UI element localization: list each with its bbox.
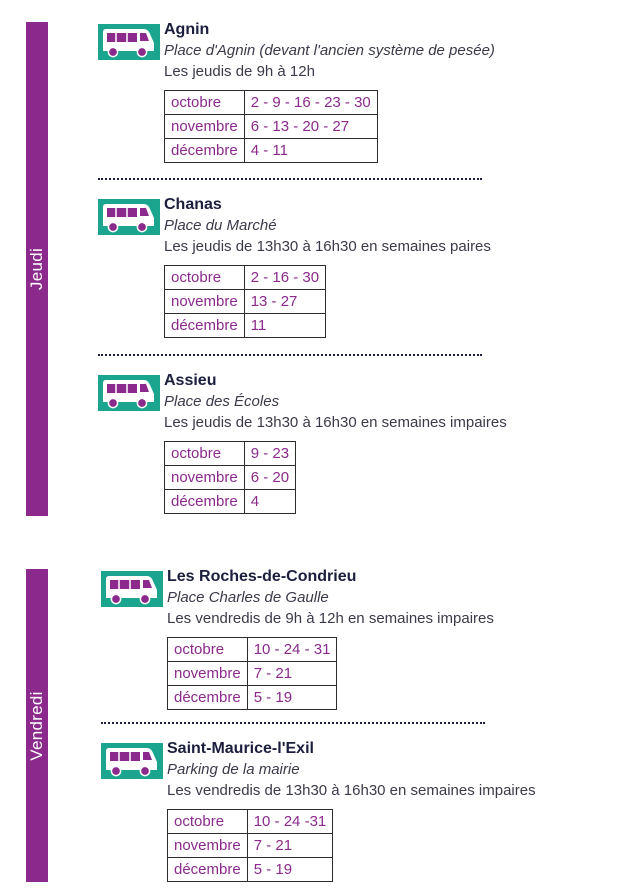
dates-cell: 10 - 24 - 31 [247,638,337,662]
month-cell: novembre [165,115,245,139]
month-cell: novembre [168,834,248,858]
month-cell: octobre [165,442,245,466]
day-label: Jeudi [27,247,46,291]
schedule-table [164,441,296,514]
dates-cell: 2 - 16 - 30 [244,266,325,290]
dates-cell: 10 - 24 -31 [247,810,333,834]
separator [101,722,485,724]
dates-cell: 6 - 20 [244,466,295,490]
month-cell: décembre [168,858,248,882]
table-row [168,834,333,858]
dates-cell: 4 - 11 [244,139,377,163]
table-row [165,490,296,514]
month-cell: décembre [165,139,245,163]
stop-place: Place Charles de Gaulle [167,589,329,606]
table-row [165,466,296,490]
table-row [168,662,337,686]
month-cell: décembre [168,686,248,710]
month-cell: octobre [165,91,245,115]
separator [98,178,482,180]
bus-van-icon [98,24,160,60]
separator [98,354,482,356]
schedule-table [167,809,333,882]
day-band-jeudi [26,22,48,516]
table-row [168,858,333,882]
month-cell: octobre [168,638,248,662]
bus-van-icon [98,375,160,411]
table-row [165,442,296,466]
dates-cell: 11 [244,314,325,338]
stop-name: Agnin [164,21,210,38]
stop-name: Assieu [164,372,217,389]
month-cell: décembre [165,490,245,514]
month-cell: octobre [165,266,245,290]
dates-cell: 7 - 21 [247,834,333,858]
table-row [168,686,337,710]
month-cell: novembre [165,466,245,490]
bus-van-icon [101,743,163,779]
stop-name: Saint-Maurice-l'Exil [167,740,314,757]
bus-van-icon [98,199,160,235]
stop-hours: Les vendredis de 13h30 à 16h30 en semaines impaires [167,782,536,799]
stop-hours: Les jeudis de 13h30 à 16h30 en semaines paires [164,238,491,255]
schedule-table [167,637,337,710]
dates-cell: 7 - 21 [247,662,337,686]
stop-place: Place des Écoles [164,393,280,410]
dates-cell: 5 - 19 [247,858,333,882]
day-label: Vendredi [27,690,46,761]
stop-name: Chanas [164,196,222,213]
stop-hours: Les vendredis de 9h à 12h en semaines impaires [167,610,494,627]
dates-cell: 5 - 19 [247,686,337,710]
stop-place: Place d'Agnin (devant l'ancien système de pesée) [164,42,495,59]
dates-cell: 2 - 9 - 16 - 23 - 30 [244,91,377,115]
table-row [168,638,337,662]
stop-place: Parking de la mairie [167,761,300,778]
stop-hours: Les jeudis de 9h à 12h [164,63,315,80]
dates-cell: 13 - 27 [244,290,325,314]
bus-van-icon [101,571,163,607]
table-row [165,314,326,338]
table-row [165,91,378,115]
dates-cell: 9 - 23 [244,442,295,466]
table-row [165,115,378,139]
stop-name: Les Roches-de-Condrieu [167,568,357,585]
schedule-table [164,90,378,163]
table-row [165,290,326,314]
day-band-vendredi [26,569,48,882]
table-row [165,139,378,163]
schedule-table [164,265,326,338]
month-cell: décembre [165,314,245,338]
table-row [165,266,326,290]
month-cell: novembre [168,662,248,686]
dates-cell: 4 [244,490,295,514]
table-row [168,810,333,834]
month-cell: octobre [168,810,248,834]
month-cell: novembre [165,290,245,314]
stop-hours: Les jeudis de 13h30 à 16h30 en semaines impaires [164,414,507,431]
dates-cell: 6 - 13 - 20 - 27 [244,115,377,139]
stop-place: Place du Marché [164,217,277,234]
